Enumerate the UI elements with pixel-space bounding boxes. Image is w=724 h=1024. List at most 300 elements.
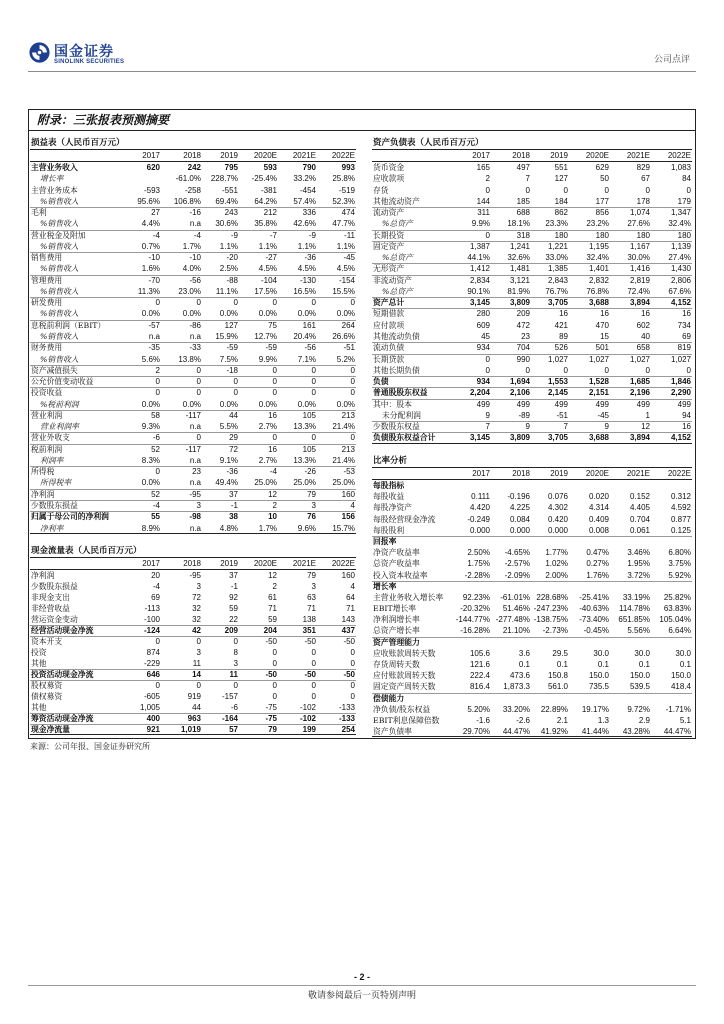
income-value-cell: -61.0%: [175, 174, 201, 184]
ratios-value-cell: 5.56%: [627, 626, 650, 636]
income-value-cell: 9.1%: [219, 455, 238, 465]
balance-row: [372, 173, 692, 184]
balance-value-cell: 2,151: [588, 388, 609, 398]
income-value-cell: 7.5%: [219, 354, 238, 364]
income-row: [30, 275, 356, 286]
cashflow-value-cell: -229: [143, 659, 160, 668]
income-value-cell: 52.3%: [332, 196, 355, 206]
income-row-label: %销售收入: [40, 354, 79, 364]
cashflow-value-cell: -4: [152, 582, 160, 591]
income-value-cell: -20: [226, 253, 238, 263]
ratios-year-header-cell: 2022E: [667, 469, 691, 478]
ratios-value-cell: 0.27%: [586, 559, 609, 569]
cashflow-value-cell: 400: [146, 714, 160, 723]
balance-value-cell: 9.9%: [471, 219, 490, 229]
income-value-cell: 25.0%: [293, 478, 316, 488]
income-value-cell: 15.5%: [332, 286, 355, 296]
ratios-value-cell: [651, 480, 692, 491]
income-value-cell: 593: [263, 163, 277, 172]
cashflow-value-cell: -75: [265, 714, 277, 723]
cashflow-row: [30, 713, 356, 724]
income-value-cell: 105: [302, 444, 316, 454]
balance-value-cell: 734: [677, 320, 691, 330]
balance-value-cell: 1,412: [469, 264, 490, 274]
balance-row-label: 其中：股本: [373, 399, 412, 409]
balance-year-header-cell: 2020E: [585, 151, 609, 160]
balance-row-label: 流动资产: [373, 208, 405, 218]
balance-value-cell: 311: [477, 208, 490, 218]
balance-value-cell: 1,553: [547, 377, 568, 387]
cashflow-value-cell: 0: [233, 637, 238, 646]
cashflow-row-label: 投资活动现金净流: [31, 670, 94, 679]
ratios-year-header-cell: 2018: [512, 469, 530, 478]
ratios-row-label: 回报率: [373, 536, 397, 546]
footer-divider: [28, 985, 696, 986]
cashflow-value-cell: 79: [307, 571, 316, 580]
balance-row: [372, 410, 692, 421]
ratios-value-cell: 5.92%: [668, 570, 691, 580]
income-value-cell: -16: [189, 208, 201, 218]
balance-year-header-cell: 2019: [550, 151, 568, 160]
income-value-cell: 795: [224, 163, 238, 172]
ratios-row: [372, 704, 692, 715]
cashflow-value-cell: 1,005: [139, 703, 160, 712]
ratios-value-cell: -40.63%: [579, 604, 609, 614]
balance-value-cell: 0: [485, 354, 490, 364]
ratios-row-label: 净资产收益率: [373, 548, 420, 558]
ratios-value-cell: [452, 637, 491, 648]
ratios-value-cell: [651, 581, 692, 592]
balance-row: [372, 218, 692, 229]
ratios-value-cell: 0.076: [547, 492, 568, 502]
balance-value-cell: 1,694: [509, 377, 530, 387]
balance-year-header-cell: 2021E: [626, 151, 650, 160]
income-value-cell: -18: [226, 365, 238, 375]
income-value-cell: -59: [226, 343, 238, 353]
balance-row-label: 少数股东权益: [373, 422, 420, 432]
balance-value-cell: 1,430: [670, 264, 691, 274]
income-row: [30, 331, 356, 342]
balance-value-cell: 1,221: [547, 241, 568, 251]
cashflow-value-cell: 2: [272, 582, 277, 591]
ratios-value-cell: 3.46%: [627, 548, 650, 558]
balance-value-cell: 1,027: [588, 354, 609, 364]
ratios-value-cell: [569, 480, 610, 491]
balance-value-cell: 2: [485, 174, 490, 184]
income-value-cell: 30.6%: [215, 219, 238, 229]
balance-value-cell: 16: [682, 309, 691, 319]
income-row: [30, 387, 356, 398]
balance-year-header-cell: 2022E: [667, 151, 691, 160]
balance-value-cell: 0: [563, 365, 568, 375]
ratios-value-cell: -144.77%: [455, 615, 490, 625]
income-row-label: %销售收入: [40, 286, 79, 296]
balance-value-cell: 30.0%: [627, 253, 650, 263]
income-value-cell: 0: [350, 388, 355, 398]
balance-row-label: %总资产: [382, 219, 413, 229]
cashflow-row: [30, 570, 356, 581]
ratios-row: [372, 592, 692, 603]
income-value-cell: 0.0%: [258, 309, 277, 319]
ratios-value-cell: 21.10%: [502, 626, 530, 636]
balance-value-cell: 1,027: [629, 354, 650, 364]
ratios-year-header-cell: 2021E: [626, 469, 650, 478]
balance-value-cell: 472: [516, 320, 530, 330]
balance-value-cell: 127: [554, 174, 568, 184]
ratios-value-cell: [531, 693, 569, 704]
balance-row: [372, 331, 692, 342]
ratios-row: [372, 693, 692, 704]
income-value-cell: 27: [151, 208, 160, 218]
ratios-year-header: [372, 468, 692, 480]
ratios-row-label: 存货周转天数: [373, 660, 420, 669]
balance-value-cell: 1,139: [670, 241, 691, 251]
balance-value-cell: 3,688: [588, 298, 609, 308]
balance-row-label: 应付款项: [373, 320, 405, 330]
cashflow-row-label: 其他: [31, 659, 47, 668]
ratios-value-cell: -2.28%: [464, 570, 490, 580]
income-value-cell: n.a: [189, 478, 201, 488]
cashflow-row-label: 少数股东损益: [31, 582, 78, 591]
balance-value-cell: 280: [476, 309, 490, 319]
balance-year-header: [372, 150, 692, 162]
income-value-cell: 13.3%: [293, 422, 316, 432]
ratios-value-cell: 121.6: [469, 660, 490, 669]
ratios-value-cell: 1,873.3: [503, 682, 530, 692]
ratios-row-label: 应付账款周转天数: [373, 671, 436, 681]
income-row: [30, 376, 356, 387]
cashflow-value-cell: 0: [311, 692, 316, 701]
ratios-value-cell: 222.4: [469, 671, 490, 681]
income-row-label: %税前利润: [40, 399, 79, 409]
cashflow-row: [30, 702, 356, 713]
cashflow-value-cell: 0: [311, 659, 316, 668]
ratios-value-cell: [491, 637, 531, 648]
income-row-label: 净利润: [31, 489, 55, 499]
balance-value-cell: 829: [636, 163, 650, 172]
cashflow-row-label: 债权募资: [31, 692, 63, 701]
cashflow-value-cell: -133: [338, 703, 355, 712]
balance-value-cell: 9: [485, 410, 490, 420]
income-value-cell: 52: [151, 489, 160, 499]
income-value-cell: n.a: [189, 422, 201, 432]
cashflow-value-cell: 63: [307, 593, 316, 602]
balance-year-header-cell: 2018: [512, 151, 530, 160]
balance-value-cell: 16: [559, 309, 568, 319]
cashflow-year-header-cell: 2018: [183, 559, 201, 568]
cashflow-value-cell: 0: [196, 637, 201, 646]
income-value-cell: 8.9%: [141, 523, 160, 533]
income-row: [30, 421, 356, 432]
balance-value-cell: 819: [677, 343, 691, 353]
ratios-value-cell: 2.9: [638, 715, 650, 725]
ratios-row: [372, 659, 692, 670]
cashflow-value-cell: 437: [341, 626, 355, 635]
balance-value-cell: 72.4%: [627, 286, 650, 296]
cashflow-value-cell: 209: [224, 626, 238, 635]
cashflow-year-header-blank: [30, 558, 130, 569]
income-value-cell: 15.7%: [332, 523, 355, 533]
income-year-header: [30, 150, 356, 162]
income-row: [30, 444, 356, 455]
ratios-value-cell: 4.420: [469, 503, 490, 513]
ratios-rows: [372, 480, 692, 737]
ratios-value-cell: [491, 480, 531, 491]
balance-value-cell: 1,083: [670, 163, 691, 172]
balance-row: [372, 196, 692, 207]
ratios-row-label: 每股指标: [373, 481, 405, 490]
cashflow-value-cell: 963: [187, 714, 201, 723]
balance-value-cell: 184: [554, 196, 568, 206]
income-value-cell: 16: [268, 444, 277, 454]
income-value-cell: -9: [230, 230, 238, 240]
income-value-cell: 0: [350, 433, 355, 443]
income-row-label: 毛利: [31, 208, 47, 218]
cashflow-value-cell: 0: [350, 681, 355, 690]
ratios-row: [372, 502, 692, 513]
balance-value-cell: 179: [677, 196, 691, 206]
ratios-value-cell: 2.00%: [545, 570, 568, 580]
ratios-value-cell: 9.72%: [627, 704, 650, 714]
ratios-value-cell: 0.1: [518, 660, 530, 669]
cashflow-value-cell: 44: [192, 703, 201, 712]
ratios-value-cell: -20.32%: [460, 604, 490, 614]
income-value-cell: n.a: [148, 331, 160, 341]
income-value-cell: -70: [148, 275, 160, 285]
ratios-value-cell: 44.47%: [502, 727, 530, 737]
ratio-analysis-title: 比率分析: [372, 455, 692, 468]
balance-value-cell: -51: [556, 410, 568, 420]
income-value-cell: n.a: [189, 219, 201, 229]
income-value-cell: 3: [196, 500, 201, 510]
ratios-value-cell: 105.6: [469, 648, 490, 658]
income-value-cell: 0.0%: [258, 399, 277, 409]
ratios-value-cell: [610, 480, 651, 491]
cashflow-row-label: 其他: [31, 703, 47, 712]
balance-value-cell: 2,806: [670, 275, 691, 285]
balance-row: [372, 354, 692, 365]
income-value-cell: 29: [229, 433, 238, 443]
cashflow-value-cell: 874: [146, 648, 160, 657]
income-year-header-cell: 2021E: [292, 151, 316, 160]
ratios-value-cell: 33.20%: [502, 704, 530, 714]
income-row-label: 管理费用: [31, 275, 63, 285]
cashflow-row: [30, 581, 356, 592]
cashflow-row: [30, 680, 356, 691]
logo-chinese-name: 国金证券: [54, 44, 114, 60]
balance-row-label: 其他流动负债: [373, 331, 420, 341]
income-value-cell: 95.6%: [137, 196, 160, 206]
cashflow-value-cell: 160: [341, 571, 355, 580]
income-row: [30, 196, 356, 207]
income-value-cell: [130, 173, 161, 184]
ratios-value-cell: 63.83%: [663, 604, 691, 614]
balance-row-label: 货币资金: [373, 163, 405, 172]
ratios-row: [372, 581, 692, 592]
ratios-row: [372, 536, 692, 547]
cashflow-value-cell: -1: [230, 582, 238, 591]
header-divider: [28, 71, 696, 72]
ratios-value-cell: 2.1: [556, 715, 568, 725]
ratios-value-cell: -0.196: [507, 492, 530, 502]
cashflow-row: [30, 636, 356, 647]
income-row: [30, 432, 356, 443]
income-value-cell: 0: [155, 388, 160, 398]
ratios-value-cell: 0.000: [509, 525, 530, 535]
income-value-cell: 0: [272, 298, 277, 308]
balance-row-label: 负债股东权益合计: [373, 433, 436, 443]
ratios-value-cell: -73.40%: [579, 615, 609, 625]
ratios-value-cell: 1.95%: [627, 559, 650, 569]
income-value-cell: -10: [189, 253, 201, 263]
income-row-label: 所得税率: [40, 478, 72, 488]
income-value-cell: 1.1%: [219, 241, 238, 251]
balance-value-cell: 40: [641, 331, 650, 341]
ratios-value-cell: 0.312: [670, 492, 691, 502]
balance-value-cell: 1,167: [629, 241, 650, 251]
ratios-value-cell: 6.80%: [668, 548, 691, 558]
income-value-cell: 0.0%: [141, 309, 160, 319]
balance-row: [372, 342, 692, 353]
balance-value-cell: 177: [595, 196, 609, 206]
income-value-cell: 11.3%: [137, 286, 160, 296]
cashflow-value-cell: 22: [229, 615, 238, 624]
income-row-label: 营业利润率: [40, 422, 79, 432]
ratios-row-label: 净利润增长率: [373, 615, 420, 625]
income-value-cell: 21.4%: [332, 455, 355, 465]
ratios-value-cell: [452, 480, 491, 491]
cashflow-row: [30, 603, 356, 614]
balance-value-cell: 2,106: [509, 388, 530, 398]
income-value-cell: -35: [148, 343, 160, 353]
page-number: - 2 -: [353, 972, 370, 982]
balance-value-cell: 76.8%: [586, 286, 609, 296]
balance-value-cell: 499: [595, 399, 609, 409]
income-row: [30, 466, 356, 477]
ratios-value-cell: -4.65%: [504, 548, 530, 558]
cashflow-value-cell: 199: [302, 725, 316, 734]
income-value-cell: 243: [224, 208, 238, 218]
income-value-cell: 13.8%: [178, 354, 201, 364]
income-value-cell: 0: [155, 298, 160, 308]
cashflow-value-cell: -133: [338, 714, 355, 723]
balance-value-cell: 1,027: [547, 354, 568, 364]
cashflow-value-cell: 59: [229, 604, 238, 613]
income-value-cell: 0.0%: [141, 399, 160, 409]
ratios-value-cell: 5.1: [679, 715, 691, 725]
income-value-cell: 106.8%: [173, 196, 201, 206]
ratios-row-label: 应收账款周转天数: [373, 648, 436, 658]
cashflow-value-cell: 11: [229, 670, 238, 679]
ratios-year-header-cell: 2019: [550, 469, 568, 478]
balance-value-cell: 318: [516, 230, 530, 240]
balance-row: [372, 185, 692, 196]
ratios-value-cell: 22.89%: [540, 704, 568, 714]
income-value-cell: 25.0%: [254, 478, 277, 488]
ratios-row: [372, 547, 692, 558]
income-row-label: 主营业务成本: [31, 185, 78, 195]
balance-row-label: 其他流动资产: [373, 196, 420, 206]
balance-row-label: 普通股股东权益: [373, 388, 428, 398]
balance-value-cell: 0: [485, 185, 490, 195]
cashflow-value-cell: 3: [311, 582, 316, 591]
balance-value-cell: 50: [600, 174, 609, 184]
balance-year-header-blank: [372, 150, 452, 161]
balance-value-cell: 2,843: [547, 275, 568, 285]
cashflow-value-cell: -75: [265, 703, 277, 712]
income-row: [30, 185, 356, 196]
cashflow-value-cell: 64: [346, 593, 355, 602]
income-value-cell: -88: [226, 275, 238, 285]
ratios-value-cell: -61.01%: [500, 592, 530, 602]
income-row: [30, 489, 356, 500]
balance-value-cell: -45: [597, 410, 609, 420]
cashflow-row-label: 非现金支出: [31, 593, 70, 602]
balance-value-cell: 499: [554, 399, 568, 409]
income-year-header-cell: 2017: [142, 151, 160, 160]
income-value-cell: 474: [341, 208, 355, 218]
balance-row: [372, 252, 692, 263]
balance-row: [372, 387, 692, 398]
income-value-cell: 0.0%: [219, 309, 238, 319]
cashflow-row: [30, 724, 356, 735]
cashflow-row-label: 筹资活动现金净流: [31, 714, 94, 723]
cashflow-value-cell: -157: [221, 692, 238, 701]
cashflow-value-cell: 3: [233, 659, 238, 668]
cashflow-value-cell: 138: [302, 615, 316, 624]
ratios-year-header-blank: [372, 468, 452, 479]
balance-row-label: 应收款项: [373, 174, 405, 184]
ratios-row: [372, 726, 692, 737]
ratios-value-cell: 0.409: [588, 514, 609, 524]
income-value-cell: 42.6%: [293, 219, 316, 229]
ratios-value-cell: [569, 637, 610, 648]
income-statement-table: [30, 137, 356, 534]
income-value-cell: 10: [268, 512, 277, 522]
ratios-value-cell: [610, 693, 651, 704]
income-value-cell: -454: [299, 185, 316, 195]
balance-value-cell: 27.4%: [668, 253, 691, 263]
income-value-cell: -86: [189, 320, 201, 330]
ratios-value-cell: [569, 536, 610, 547]
balance-sheet-title: 资产负债表（人民币百万元）: [372, 137, 692, 150]
balance-row-label: 无形资产: [373, 264, 405, 274]
cashflow-value-cell: 59: [268, 615, 277, 624]
cashflow-value-cell: 921: [146, 725, 160, 734]
balance-value-cell: 180: [554, 230, 568, 240]
ratios-value-cell: 1.02%: [545, 559, 568, 569]
cashflow-value-cell: 79: [268, 725, 277, 734]
cashflow-value-cell: 8: [233, 648, 238, 657]
income-row: [30, 241, 356, 252]
income-year-header-cell: 2019: [220, 151, 238, 160]
income-value-cell: -4: [152, 230, 160, 240]
ratios-value-cell: [491, 693, 531, 704]
ratios-value-cell: 0.1: [638, 660, 650, 669]
income-value-cell: 0.0%: [336, 399, 355, 409]
income-value-cell: 0: [350, 377, 355, 387]
balance-value-cell: 2,834: [469, 275, 490, 285]
balance-value-cell: 67: [641, 174, 650, 184]
income-value-cell: -519: [338, 185, 355, 195]
cashflow-value-cell: 69: [151, 593, 160, 602]
ratios-value-cell: 41.44%: [581, 727, 609, 737]
cashflow-value-cell: -50: [304, 670, 316, 679]
income-value-cell: -154: [338, 275, 355, 285]
balance-value-cell: 0: [604, 185, 609, 195]
balance-value-cell: 0: [563, 185, 568, 195]
ratios-row: [372, 625, 692, 636]
